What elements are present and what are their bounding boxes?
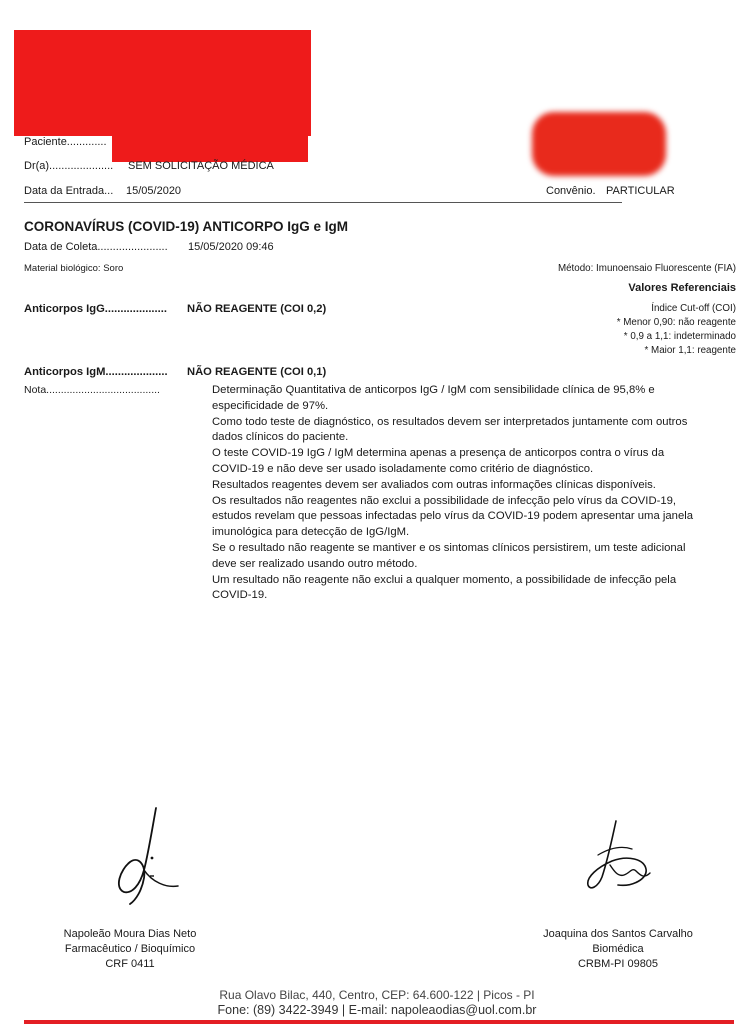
collection-value: 15/05/2020 09:46 xyxy=(188,241,274,253)
igm-result: NÃO REAGENTE (COI 0,1) xyxy=(187,366,327,378)
note-line: imunológica para detecção de IgG/IgM. xyxy=(212,526,410,539)
signer-right-registration: CRBM-PI 09805 xyxy=(577,958,659,970)
reference-line: * Maior 1,1: reagente xyxy=(644,345,736,356)
reference-values-title: Valores Referenciais xyxy=(628,282,736,294)
note-line: Um resultado não reagente não exclui a qualquer momento, a possibilidade de infecção pela xyxy=(212,573,677,586)
redaction-block-right xyxy=(532,112,666,176)
note-line: O teste COVID-19 IgG / IgM determina apenas a presença de anticorpos contra o vírus da xyxy=(212,447,665,460)
entry-date-value: 15/05/2020 xyxy=(126,185,182,197)
note-line: COVID-19. xyxy=(212,589,268,602)
redaction-block-logo xyxy=(14,30,311,136)
igg-result: NÃO REAGENTE (COI 0,2) xyxy=(187,303,327,315)
signer-right-name: Joaquina dos Santos Carvalho xyxy=(543,928,693,940)
note-line: Determinação Quantitativa de anticorpos IgG / IgM com sensibilidade clínica de 95,8% e xyxy=(212,384,655,396)
patient-label: Paciente............. xyxy=(24,136,107,148)
header-divider xyxy=(24,202,622,203)
insurance-label: Convênio. xyxy=(546,185,596,197)
igm-label: Anticorpos IgM.................... xyxy=(24,366,168,378)
redaction-block-patient xyxy=(112,128,308,162)
reference-line: * Menor 0,90: não reagente xyxy=(616,317,736,328)
note-line: deve ser realizado usando outro método. xyxy=(212,557,418,570)
footer-address: Rua Olavo Bilac, 440, Centro, CEP: 64.600-122 | Picos - PI xyxy=(219,988,535,1002)
note-line: dados clínicos do paciente. xyxy=(212,431,349,444)
reference-line: Índice Cut-off (COI) xyxy=(651,303,736,314)
note-body xyxy=(212,383,732,604)
note-line: Os resultados não reagentes não exclui a possibilidade de infecção pelo vírus da COVID-19, xyxy=(212,494,677,507)
method-label: Método: Imunoensaio Fluorescente (FIA) xyxy=(557,263,736,274)
signer-left-registration: CRF 0411 xyxy=(105,958,155,970)
signer-left-role: Farmacêutico / Bioquímico xyxy=(64,943,196,955)
signer-left-name: Napoleão Moura Dias Neto xyxy=(63,928,197,940)
exam-title: CORONAVÍRUS (COVID-19) ANTICORPO IgG e IgM xyxy=(24,219,349,234)
note-line: estudos revelam que pessoas infectadas pelo vírus da COVID-19 podem apresentar uma janela xyxy=(212,510,694,523)
reference-line: * 0,9 a 1,1: indeterminado xyxy=(623,331,736,342)
material-label: Material biológico: Soro xyxy=(24,263,124,274)
entry-date-label: Data da Entrada... xyxy=(24,185,114,197)
note-line: Se o resultado não reagente se mantiver e os sintomas clínicos persistirem, um teste adicional xyxy=(212,541,686,554)
footer-contact: Fone: (89) 3422-3949 | E-mail: napoleaodias@uol.com.br xyxy=(217,1003,537,1017)
igg-label: Anticorpos IgG.................... xyxy=(24,303,167,315)
signature-right-image xyxy=(578,815,668,900)
note-label: Nota....................................... xyxy=(24,384,160,396)
doctor-label: Dr(a)..................... xyxy=(24,160,114,172)
note-line: especificidade de 97%. xyxy=(212,399,329,412)
note-line: Resultados reagentes devem ser avaliados com outras informações clínicas disponíveis. xyxy=(212,478,656,491)
doctor-value: SEM SOLICITAÇÃO MÉDICA xyxy=(128,160,274,172)
note-line: COVID-19 e não deve ser usado isoladamente como critério de diagnóstico. xyxy=(212,462,594,475)
signer-right-role: Biomédica xyxy=(592,943,644,955)
insurance-value: PARTICULAR xyxy=(606,185,675,197)
footer-accent-bar xyxy=(24,1020,734,1024)
collection-label: Data de Coleta....................... xyxy=(24,241,168,253)
signature-left-image xyxy=(100,800,190,910)
note-line: Como todo teste de diagnóstico, os resultados devem ser interpretados juntamente com outros xyxy=(212,415,688,428)
